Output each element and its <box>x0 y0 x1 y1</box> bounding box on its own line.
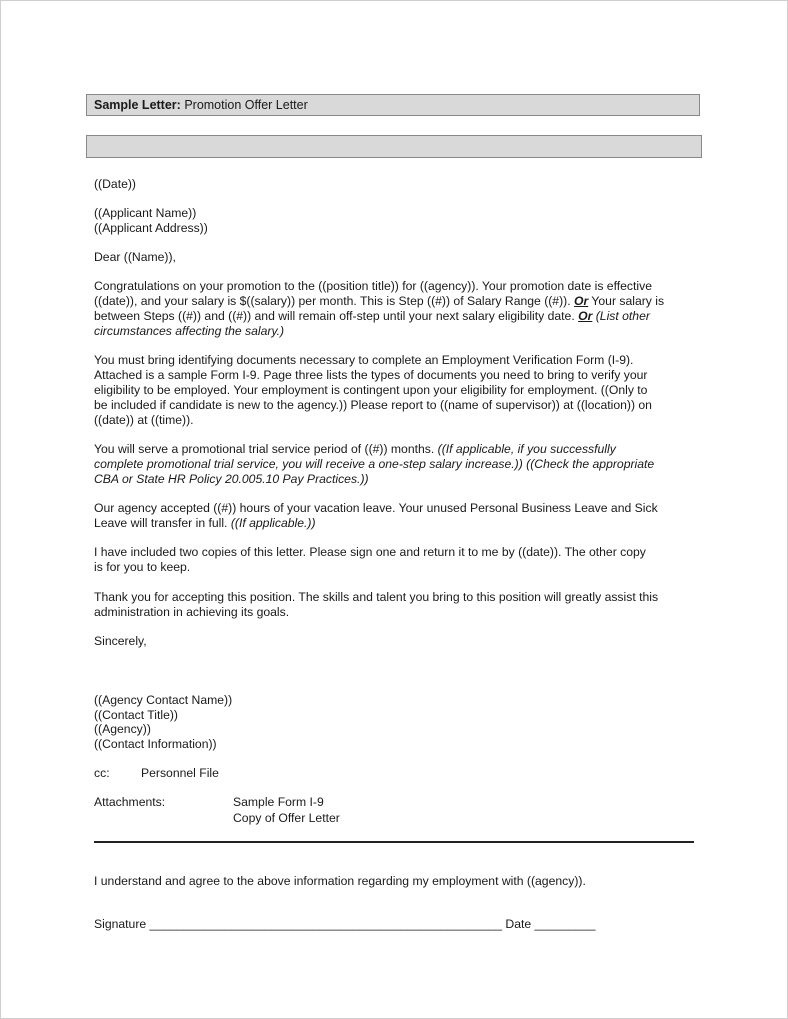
text-run: Your salary is <box>588 294 665 308</box>
text-run-italic: ((If applicable.)) <box>230 516 316 530</box>
title-text: Promotion Offer Letter <box>180 98 308 112</box>
paragraph-thanks <box>94 590 694 620</box>
text-line <box>94 442 694 457</box>
letter-title-bar <box>86 94 700 116</box>
paragraph-leave <box>94 501 694 531</box>
blank-header-bar <box>86 135 702 158</box>
text-line-italic: complete promotional trial service, you will receive a one-step salary increase.)) ((Check the appropriate <box>94 457 655 471</box>
salutation: Dear ((Name)), <box>94 250 176 264</box>
text-run: Leave will transfer in full. <box>94 516 231 530</box>
text-line: Attached is a sample Form I-9. Page three lists the types of documents you need to bring to verify your <box>94 368 648 382</box>
text-line: You must bring identifying documents necessary to complete an Employment Verification Form (I-9). <box>94 353 634 367</box>
text-run-italic: ((If applicable, if you successfully <box>437 442 616 456</box>
text-line <box>94 309 694 324</box>
text-line: Our agency accepted ((#)) hours of your vacation leave. Your unused Personal Business Leave and Sick <box>94 501 658 515</box>
closing: Sincerely, <box>94 634 147 648</box>
cc-value: Personnel File <box>141 766 219 780</box>
text-line: I have included two copies of this letter. Please sign one and return it to me by ((date)). The other copy <box>94 545 646 559</box>
text-line-italic: CBA or State HR Policy 20.005.10 Pay Practices.)) <box>94 472 369 486</box>
text-run: ((date)), and your salary is $((salary)) per month. This is Step ((#)) of Salary Range ((#)). <box>94 294 574 308</box>
cc-label: cc: <box>94 766 110 780</box>
paragraph-trial-service <box>94 442 694 487</box>
or-emphasis: Or <box>573 294 589 308</box>
text-line: administration in achieving its goals. <box>94 605 290 619</box>
paragraph-documents <box>94 353 694 428</box>
or-emphasis: Or <box>578 309 593 323</box>
applicant-name: ((Applicant Name)) <box>94 206 197 220</box>
title-bold: Sample Letter: <box>94 98 181 112</box>
paragraph-promotion <box>94 279 694 339</box>
attachment-item: Copy of Offer Letter <box>233 811 340 825</box>
text-line <box>94 294 694 309</box>
attachment-item: Sample Form I-9 <box>233 795 324 809</box>
text-line: ((date)) at ((time)). <box>94 413 194 427</box>
divider-rule <box>94 841 694 843</box>
paragraph-copies <box>94 545 694 575</box>
text-line: eligibility to be employed. Your employment is contingent upon your eligibility for employment. ((Only to <box>94 383 648 397</box>
text-line: Congratulations on your promotion to the ((position title)) for ((agency)). Your promotion date is effective <box>94 279 652 293</box>
attachments-label: Attachments: <box>94 795 166 809</box>
text-line-italic: circumstances affecting the salary.) <box>94 324 285 338</box>
contact-agency: ((Agency)) <box>94 722 151 736</box>
contact-name: ((Agency Contact Name)) <box>94 693 233 707</box>
signature-line: Signature ____________________________________________________ Date _________ <box>94 917 596 931</box>
text-run-italic: (List other <box>592 309 650 323</box>
text-line: Thank you for accepting this position. The skills and talent you bring to this position will greatly assist this <box>94 590 659 604</box>
acknowledgement-statement: I understand and agree to the above information regarding my employment with ((agency)). <box>94 874 586 888</box>
applicant-address: ((Applicant Address)) <box>94 221 208 235</box>
text-line: is for you to keep. <box>94 560 191 574</box>
text-run: between Steps ((#)) and ((#)) and will remain off-step until your next salary eligibility date. <box>94 309 579 323</box>
contact-title: ((Contact Title)) <box>94 708 178 722</box>
contact-information: ((Contact Information)) <box>94 737 217 751</box>
text-line <box>94 516 694 531</box>
text-run: You will serve a promotional trial service period of ((#)) months. <box>94 442 438 456</box>
letter-date: ((Date)) <box>94 177 136 191</box>
text-line: be included if candidate is new to the agency.)) Please report to ((name of supervisor)) at ((location)) on <box>94 398 652 412</box>
